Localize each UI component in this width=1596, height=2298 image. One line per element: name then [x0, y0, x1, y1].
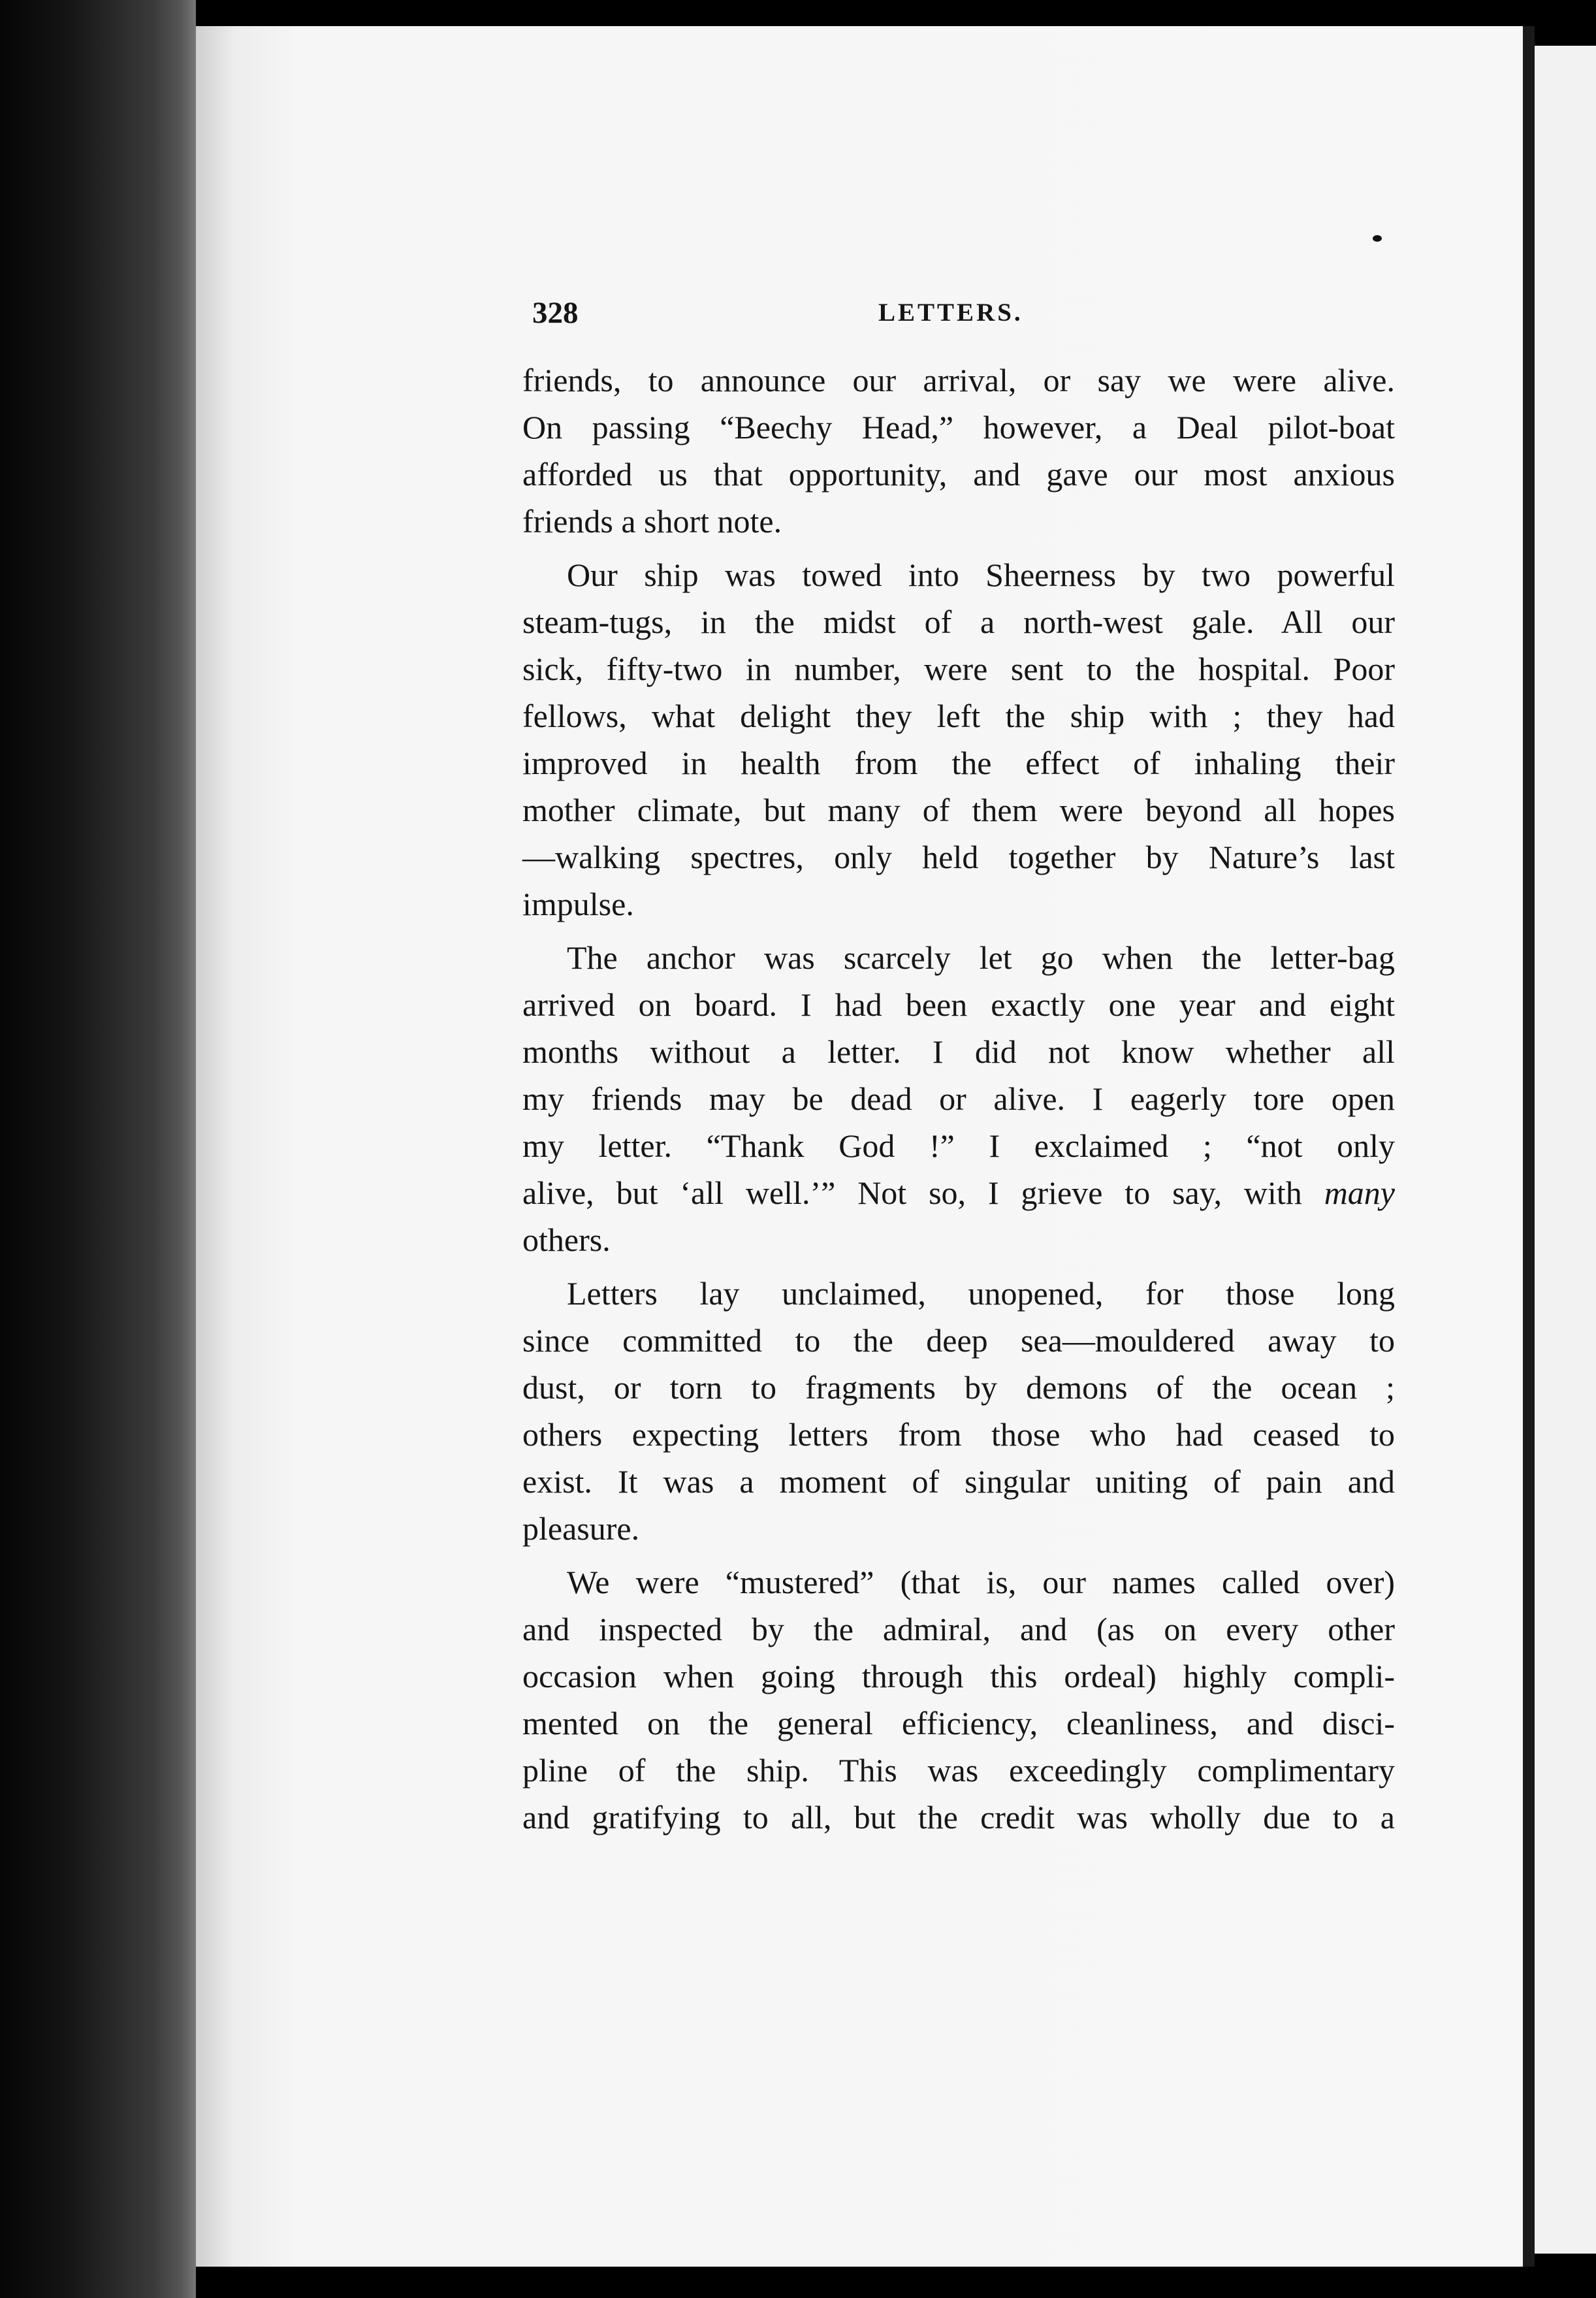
text-line: and gratifying to all, but the credit was wholly due to a	[522, 1799, 1395, 1836]
text-line: alive, but ‘all well.’” Not so, I grieve to say, with many	[522, 1174, 1395, 1211]
text-line: others.	[522, 1222, 611, 1258]
paragraph-gap	[522, 1552, 1395, 1559]
ink-speck	[1373, 235, 1382, 242]
text-line: On passing “Beechy Head,” however, a Deal pilot-boat	[522, 409, 1395, 445]
text-line: arrived on board. I had been exactly one year and eight	[522, 986, 1395, 1023]
text-line: improved in health from the effect of inhaling their	[522, 745, 1395, 781]
text-line: Letters lay unclaimed, unopened, for those long	[567, 1275, 1395, 1312]
text-line: —walking spectres, only held together by Nature’s last	[522, 839, 1395, 875]
paragraph-gap	[522, 1263, 1395, 1270]
text-line: pline of the ship. This was exceedingly complimentary	[522, 1752, 1395, 1788]
page-header	[532, 295, 1388, 334]
body-text	[522, 357, 1395, 1841]
text-line: mother climate, but many of them were beyond all hopes	[522, 792, 1395, 828]
text-line: exist. It was a moment of singular uniting of pain and	[522, 1463, 1395, 1500]
text-line: friends, to announce our arrival, or say we were alive.	[522, 362, 1395, 398]
text-line: The anchor was scarcely let go when the letter-bag	[567, 939, 1395, 976]
text-line: my letter. “Thank God !” I exclaimed ; “not only	[522, 1127, 1395, 1164]
text-line: occasion when going through this ordeal) highly compli-	[522, 1658, 1395, 1694]
text-line: dust, or torn to fragments by demons of the ocean ;	[522, 1369, 1395, 1406]
paragraph-gap	[522, 545, 1395, 551]
text-line: afforded us that opportunity, and gave our most anxious	[522, 456, 1395, 493]
text-line: fellows, what delight they left the ship with ; they had	[522, 698, 1395, 734]
text-line: since committed to the deep sea—mouldered away to	[522, 1322, 1395, 1359]
book-binding	[0, 0, 196, 2298]
text-line: and inspected by the admiral, and (as on every other	[522, 1611, 1395, 1647]
page-number: 328	[532, 296, 579, 330]
paragraph-gap	[522, 928, 1395, 934]
text-line: mented on the general efficiency, cleanliness, and disci-	[522, 1705, 1395, 1741]
emphasis-text: many	[1324, 1174, 1395, 1211]
page-gutter	[1523, 26, 1535, 2267]
text-line: my friends may be dead or alive. I eagerly tore open	[522, 1080, 1395, 1117]
text-line: sick, fifty-two in number, were sent to the hospital. Poor	[522, 651, 1395, 687]
text-line: pleasure.	[522, 1510, 640, 1547]
text-line: friends a short note.	[522, 503, 782, 540]
running-head: LETTERS.	[878, 299, 1023, 327]
next-page-edge	[1535, 46, 1596, 2254]
text-line: months without a letter. I did not know whether all	[522, 1033, 1395, 1070]
text-line: Our ship was towed into Sheerness by two powerful	[567, 557, 1395, 593]
text-line: others expecting letters from those who had ceased to	[522, 1416, 1395, 1453]
text-line: steam-tugs, in the midst of a north-west gale. All our	[522, 604, 1395, 640]
text-line: We were “mustered” (that is, our names called over)	[567, 1564, 1395, 1600]
text-line: impulse.	[522, 886, 634, 922]
